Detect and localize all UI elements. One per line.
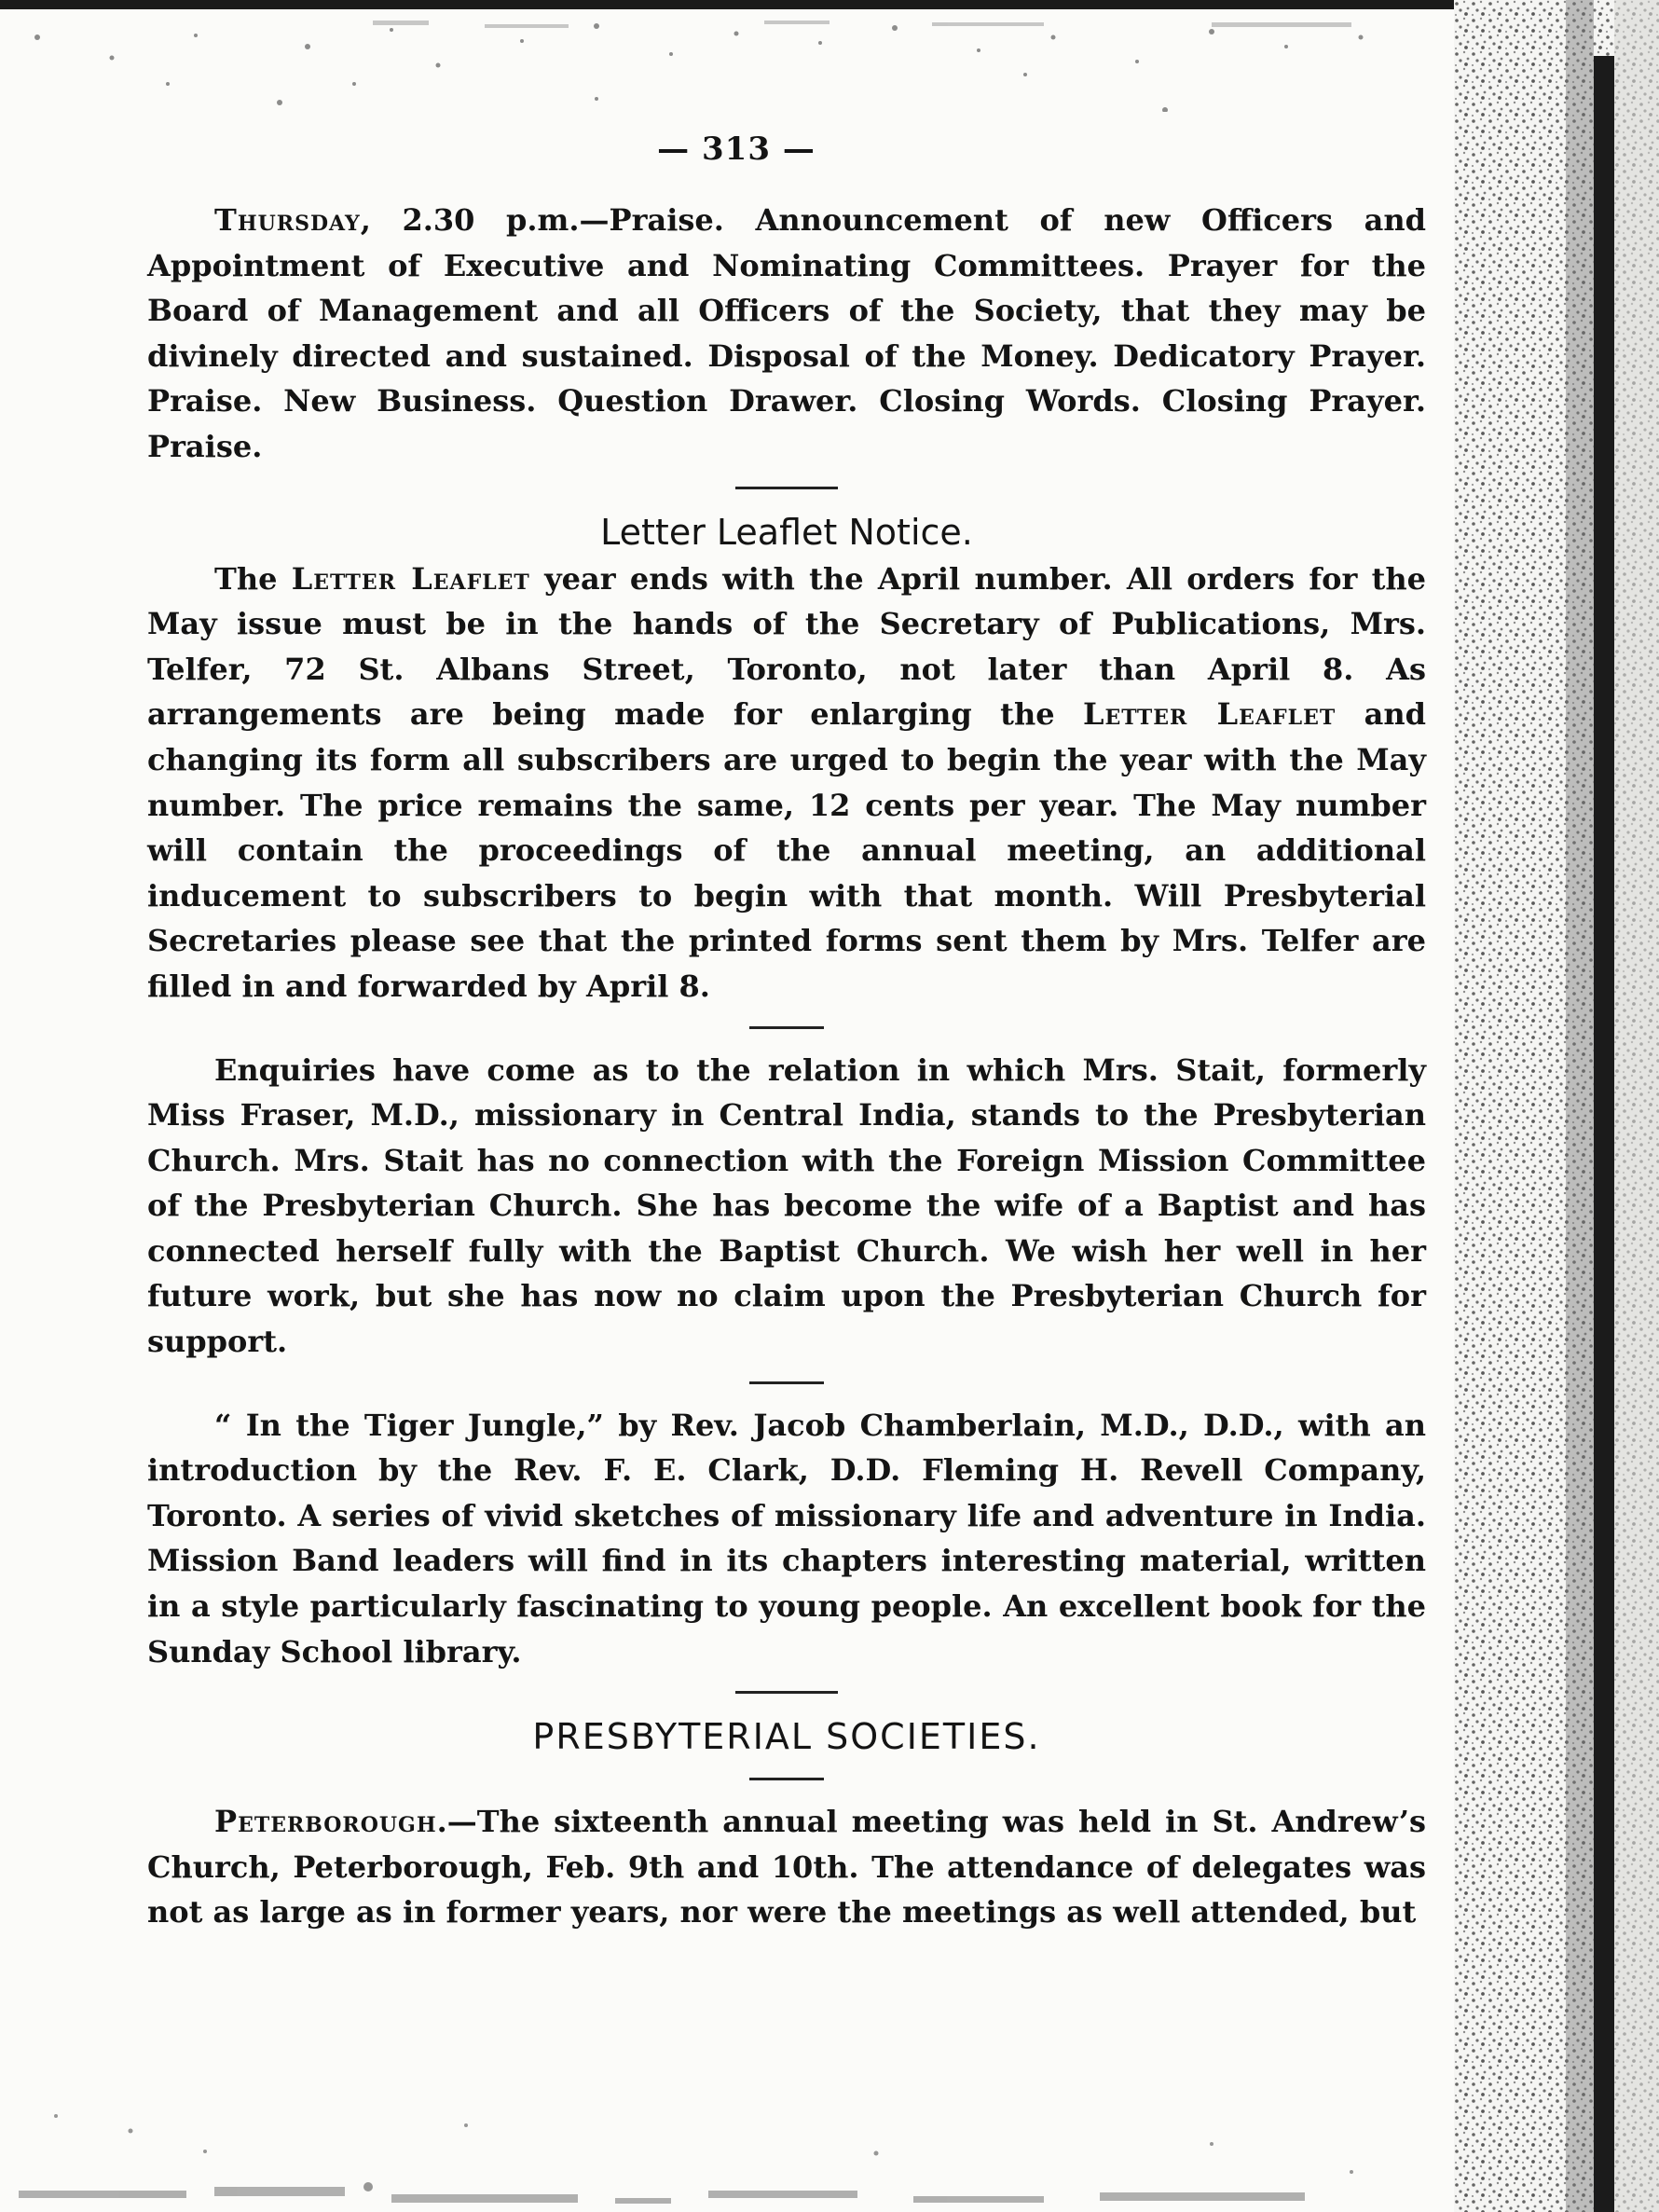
thursday-paragraph <box>147 198 1426 470</box>
page-number: — 313 — <box>657 131 816 168</box>
section-divider <box>749 1026 824 1029</box>
page-content <box>147 198 1426 1935</box>
top-border-rule <box>0 0 1454 9</box>
enquiries-paragraph: Enquiries have come as to the relation in which Mrs. Stait, formerly Miss Fraser, M.D., missionary in Central India, stands to the Presbyterian Church. Mrs. Stait has no connection with the Foreign Mission Committee of the Presbyterian Church. She has become the wife of a Baptist and has connected herself fully with the Baptist Church. We wish her well in her future work, but she has now no claim upon the Presbyterian Church for support. <box>147 1051 1426 1360</box>
letter-leaflet-text-3: and changing its form all subscribers are urged to begin the year with the May number. The price remains the same, 12 cents per year. The May number will contain the proceedings of the annual meeting, an additional inducement to subscribers to begin with that month. Will Presbyterial Secretaries please see that the printed forms sent them by Mrs. Telfer are filled in and forwarded by April 8. <box>147 696 1427 1004</box>
letter-leaflet-text-1: The <box>214 560 292 597</box>
presbyterial-text: .—The sixteenth annual meeting was held in St. Andrew’s Church, Peterborough, Feb. 9th and 10th. The attendance of delegates was not as large as in former years, nor were the meetings as well attended, but <box>147 1804 1426 1930</box>
section-divider <box>735 1691 838 1694</box>
letter-leaflet-paragraph <box>147 556 1426 1010</box>
presbyterial-heading: PRESBYTERIAL SOCIETIES. <box>532 1716 1041 1758</box>
tiger-jungle-paragraph: “ In the Tiger Jungle,” by Rev. Jacob Chamberlain, M.D., D.D., with an introduction by the Rev. F. E. Clark, D.D. Fleming H. Revell Company, Toronto. A series of vivid sketches of missionary life and adventure in India. Mission Band leaders will find in its chapters interesting material, written in a style particularly fascinating to young people. An excellent book for the Sunday School library. <box>147 1407 1426 1669</box>
top-scan-noise <box>0 9 1454 112</box>
section-divider <box>749 1381 824 1384</box>
letter-leaflet-text-2: year ends with the April number. All orders for the May issue must be in the hands of the Secretary of Publications, Mrs. Telfer, 72 St. Albans Street, Toronto, not later than April 8. As arrangements are being made for enlarging the <box>147 560 1427 733</box>
section-divider <box>749 1778 824 1780</box>
thursday-lead: Thursday <box>214 202 361 238</box>
letter-leaflet-title-1: Letter Leaflet <box>291 560 530 597</box>
letter-leaflet-heading: Letter Leaflet Notice. <box>600 511 973 553</box>
thursday-text: , 2.30 p.m.—Praise. Announcement of new Officers and Appointment of Executive and Nominating Committees. Prayer for the Board of Management and all Officers of the Society, that they may be divinely directed and sustained. Disposal of the Money. Dedicatory Prayer. Praise. New Business. Question Drawer. Closing Words. Closing Prayer. Praise. <box>147 202 1426 464</box>
presbyterial-lead: Peterborough <box>214 1804 437 1840</box>
bottom-scan-noise <box>0 2097 1454 2212</box>
presbyterial-paragraph <box>147 1799 1426 1935</box>
right-scan-edge <box>1454 0 1659 2212</box>
letter-leaflet-title-2: Letter Leaflet <box>1083 696 1337 733</box>
section-divider <box>735 487 838 489</box>
